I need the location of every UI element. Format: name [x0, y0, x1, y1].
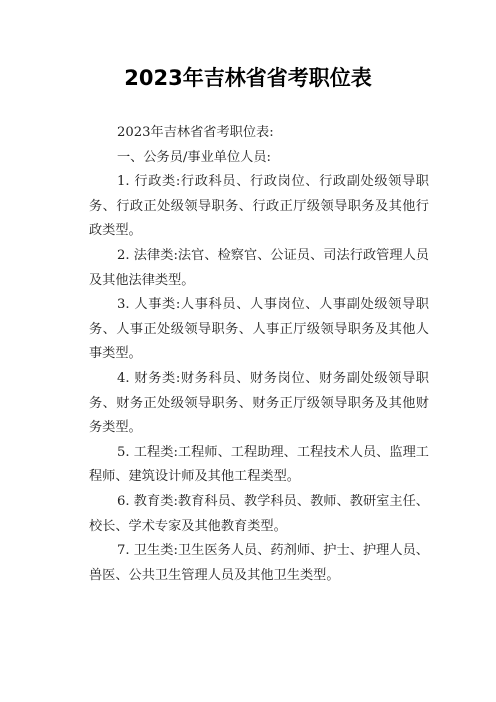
- section-heading: 一、公务员/事业单位人员:: [117, 149, 271, 165]
- document-body: [89, 121, 429, 588]
- paragraph-intro: 2023年吉林省省考职位表:: [117, 125, 274, 140]
- list-item-personnel: 3. 人事类:人事科员、人事岗位、人事副处级领导职务、人事正处级领导职务、人事正厅级领导职务及其他人事类型。: [89, 297, 429, 362]
- list-item-finance: 4. 财务类:财务科员、财务岗位、财务副处级领导职务、财务正处级领导职务、财务正厅级领导职务及其他财务类型。: [89, 370, 429, 436]
- list-item-health: 7. 卫生类:卫生医务人员、药剂师、护士、护理人员、兽医、公共卫生管理人员及其他卫生类型。: [89, 543, 429, 583]
- list-item-education: 6. 教育类:教育科员、教学科员、教师、教研室主任、校长、学术专家及其他教育类型。: [89, 493, 429, 534]
- list-item-legal: 2. 法律类:法官、检察官、公证员、司法行政管理人员及其他法律类型。: [89, 247, 429, 288]
- list-item-administrative: 1. 行政类:行政科员、行政岗位、行政副处级领导职务、行政正处级领导职务、行政正厅级领导职务及其他行政类型。: [89, 174, 429, 239]
- list-item-engineering: 5. 工程类:工程师、工程助理、工程技术人员、监理工程师、建筑设计师及其他工程类型。: [89, 444, 429, 485]
- document-title: 2023年吉林省省考职位表: [124, 66, 372, 90]
